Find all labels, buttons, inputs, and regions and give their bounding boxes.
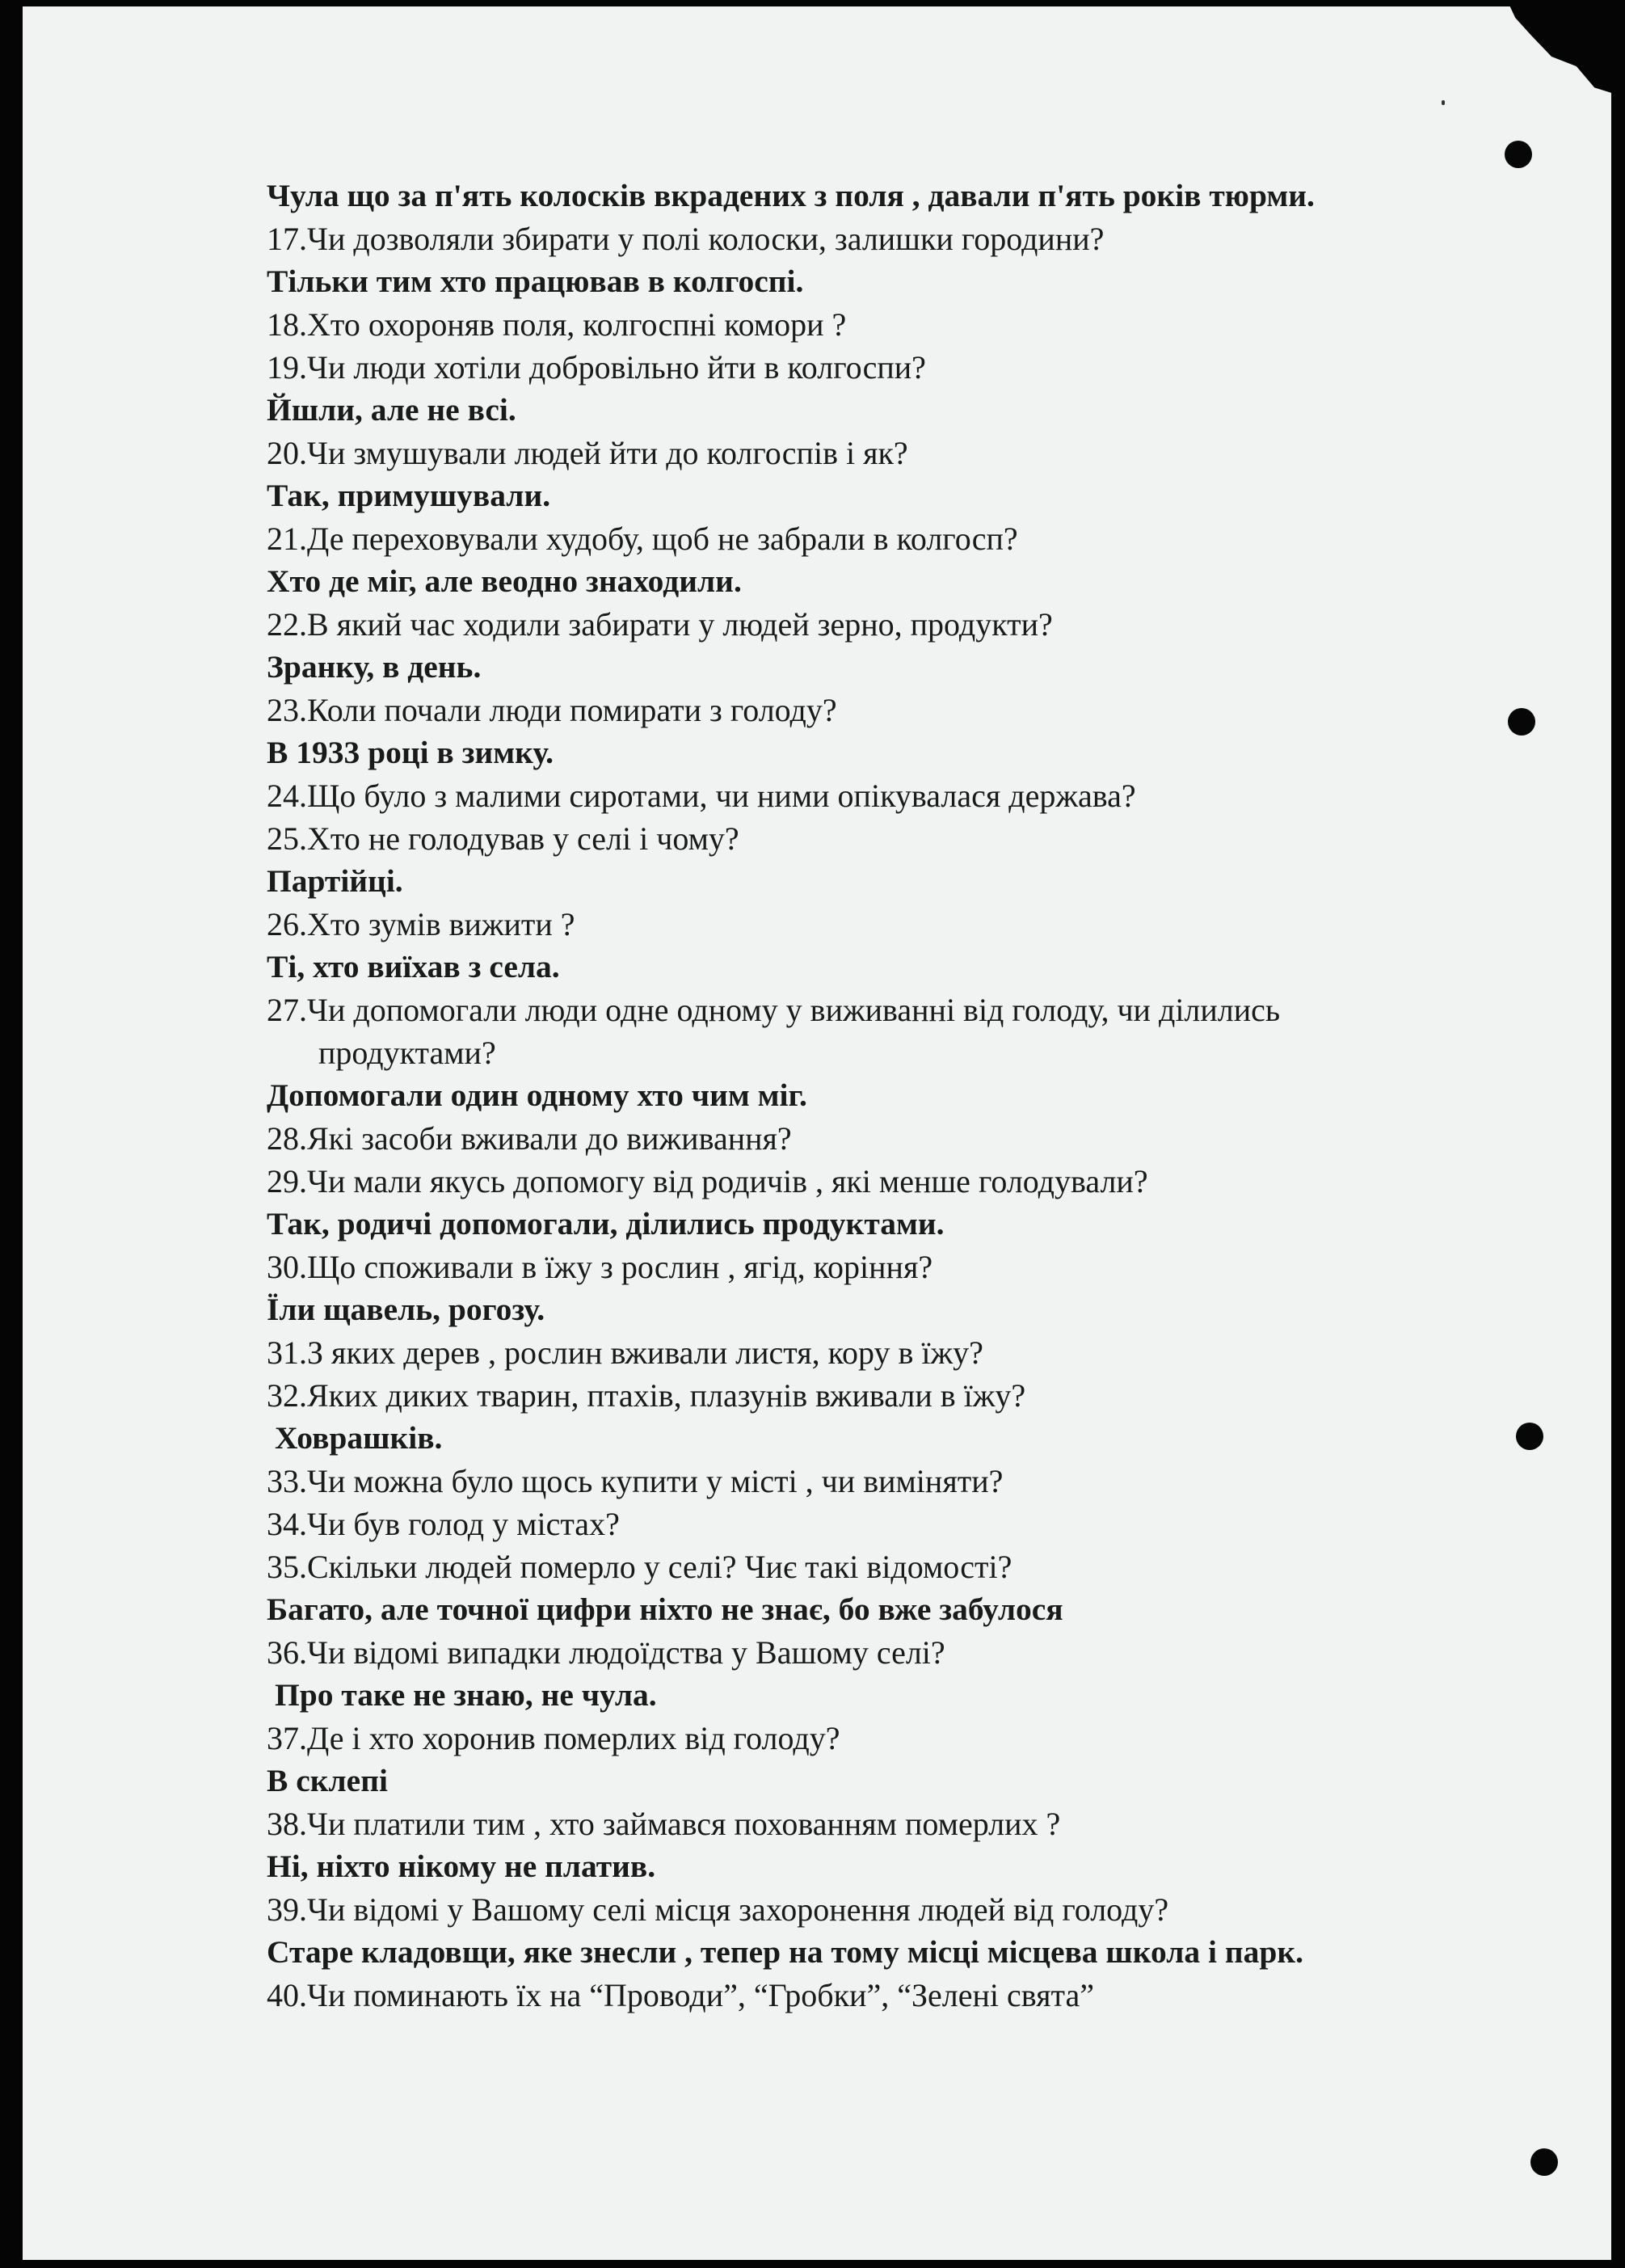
answer-line: В 1933 році в зимку. bbox=[267, 735, 554, 770]
answer-line: Ховрашків. bbox=[275, 1420, 443, 1456]
answer-line: Хто де міг, але веодно знаходили. bbox=[267, 563, 742, 599]
answer-line: Так, примушували. bbox=[267, 478, 551, 513]
question-line: 25.Хто не голодував у селі і чому? bbox=[267, 820, 739, 857]
question-line: 18.Хто охороняв поля, колгоспні комори ? bbox=[267, 306, 847, 343]
answer-line: Ті, хто виїхав з села. bbox=[267, 949, 560, 984]
question-line: 24.Що було з малими сиротами, чи ними опікувалася держава? bbox=[267, 778, 1136, 814]
answer-line: Допомогали один одному хто чим міг. bbox=[267, 1077, 807, 1113]
paper-sheet bbox=[23, 6, 1611, 2260]
question-line: 33.Чи можна було щось купити у місті , чи виміняти? bbox=[267, 1463, 1004, 1499]
torn-corner bbox=[1506, 6, 1611, 95]
interview-text bbox=[267, 175, 1527, 2017]
question-line: 34.Чи був голод у містах? bbox=[267, 1506, 620, 1542]
punch-hole bbox=[1505, 141, 1532, 168]
question-line: 19.Чи люди хотіли добровільно йти в колгоспи? bbox=[267, 349, 926, 386]
answer-line: Так, родичі допомогали, ділились продуктами. bbox=[267, 1206, 945, 1241]
answer-line: Їли щавель, рогозу. bbox=[267, 1292, 545, 1327]
question-line: 36.Чи відомі випадки людоїдства у Вашому селі? bbox=[267, 1634, 945, 1671]
question-line: 26.Хто зумів вижити ? bbox=[267, 906, 575, 942]
question-line: 23.Коли почали люди помирати з голоду? bbox=[267, 692, 837, 728]
question-line: 37.Де і хто хоронив померлих від голоду? bbox=[267, 1720, 840, 1756]
question-line: 28.Які засоби вживали до виживання? bbox=[267, 1120, 792, 1157]
question-line: 31.З яких дерев , рослин вживали листя, кору в їжу? bbox=[267, 1334, 983, 1371]
answer-line: Зранку, в день. bbox=[267, 649, 482, 685]
question-continuation: продуктами? bbox=[318, 1035, 496, 1071]
question-line: 17.Чи дозволяли збирати у полі колоски, залишки городини? bbox=[267, 221, 1105, 257]
punch-hole bbox=[1530, 2148, 1558, 2176]
answer-line: Тільки тим хто працював в колгоспі. bbox=[267, 263, 804, 299]
question-line: 20.Чи змушували людей йти до колгоспів і як? bbox=[267, 435, 908, 471]
answer-line: Йшли, але не всі. bbox=[267, 392, 516, 428]
answer-line: Про таке не знаю, не чула. bbox=[275, 1677, 657, 1713]
question-line: 39.Чи відомі у Вашому селі місця захоронення людей від голоду? bbox=[267, 1891, 1169, 1928]
answer-line: В склепі bbox=[267, 1763, 388, 1798]
answer-line: Чула що за п'ять колосків вкрадених з поля , давали п'ять років тюрми. bbox=[267, 178, 1315, 213]
answer-line: Багато, але точної цифри ніхто не знає, бо вже забулося bbox=[267, 1591, 1063, 1627]
question-line: 35.Скільки людей померло у селі? Чиє такі відомості? bbox=[267, 1549, 1012, 1585]
answer-line: Старе кладовщи, яке знесли , тепер на тому місці місцева школа і парк. bbox=[267, 1934, 1303, 1970]
question-line: 22.В який час ходили забирати у людей зерно, продукти? bbox=[267, 606, 1053, 643]
question-line: 21.Де переховували худобу, щоб не забрали в колгосп? bbox=[267, 521, 1018, 557]
question-line: 30.Що споживали в їжу з рослин , ягід, коріння? bbox=[267, 1249, 933, 1285]
answer-line: Партійці. bbox=[267, 863, 403, 899]
question-line: 38.Чи платили тим , хто займався похованням померлих ? bbox=[267, 1806, 1061, 1842]
question-line: 29.Чи мали якусь допомогу від родичів , які менше голодували? bbox=[267, 1163, 1148, 1199]
speck bbox=[1442, 100, 1445, 105]
answer-line: Ні, ніхто нікому не платив. bbox=[267, 1849, 656, 1884]
question-line: 27.Чи допомогали люди одне одному у виживанні від голоду, чи ділились bbox=[267, 992, 1281, 1028]
question-line: 40.Чи поминають їх на “Проводи”, “Гробки”, “Зелені свята” bbox=[267, 1977, 1094, 2013]
question-line: 32.Яких диких тварин, птахів, плазунів вживали в їжу? bbox=[267, 1377, 1026, 1414]
